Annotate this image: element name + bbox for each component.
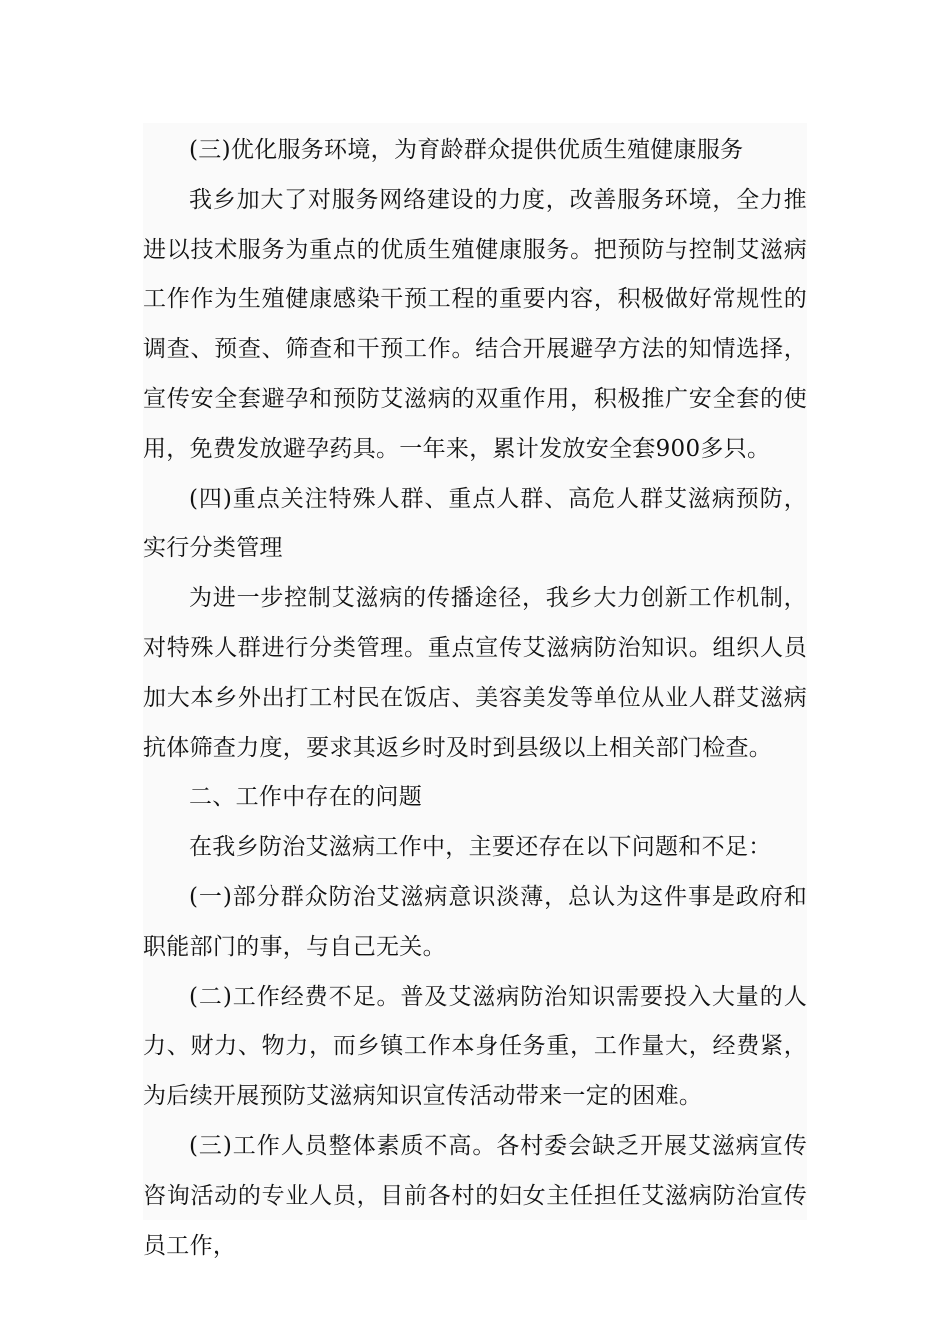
paragraph-problem-funding: (二)工作经费不足。普及艾滋病防治知识需要投入大量的人力、财力、物力，而乡镇工作本身任务重，工作量大，经费紧，为后续开展预防艾滋病知识宣传活动带来一定的困难。 bbox=[143, 983, 807, 1110]
paragraph-problem-awareness: (一)部分群众防治艾滋病意识淡薄，总认为这件事是政府和职能部门的事，与自己无关。 bbox=[143, 883, 807, 960]
document-body bbox=[143, 123, 807, 1259]
subheading-optimize-service: (三)优化服务环境，为育龄群众提供优质生殖健康服务 bbox=[189, 137, 744, 163]
paragraph-classification-management: 为进一步控制艾滋病的传播途径，我乡大力创新工作机制，对特殊人群进行分类管理。重点宣传艾滋病防治知识。组织人员加大本乡外出打工村民在饭店、美容美发等单位从业人群艾滋病抗体筛查力度，要求其返乡时及时到县级以上相关部门检查。 bbox=[143, 585, 807, 761]
subheading-special-groups: (四)重点关注特殊人群、重点人群、高危人群艾滋病预防，实行分类管理 bbox=[143, 485, 807, 562]
paragraph-problems-intro: 在我乡防治艾滋病工作中，主要还存在以下问题和不足： bbox=[189, 834, 772, 861]
paragraph-problem-staff: (三)工作人员整体素质不高。各村委会缺乏开展艾滋病宣传咨询活动的专业人员，目前各村的妇女主任担任艾滋病防治宣传员工作， bbox=[143, 1132, 807, 1259]
section-heading-problems: 二、工作中存在的问题 bbox=[189, 784, 422, 811]
paragraph-service-network: 我乡加大了对服务网络建设的力度，改善服务环境，全力推进以技术服务为重点的优质生殖健康服务。把预防与控制艾滋病工作作为生殖健康感染干预工程的重要内容，积极做好常规性的调查、预查、筛查和干预工作。结合开展避孕方法的知情选择，宣传安全套避孕和预防艾滋病的双重作用，积极推广安全套的使用，免费发放避孕药具。一年来，累计发放安全套900多只。 bbox=[143, 186, 807, 462]
